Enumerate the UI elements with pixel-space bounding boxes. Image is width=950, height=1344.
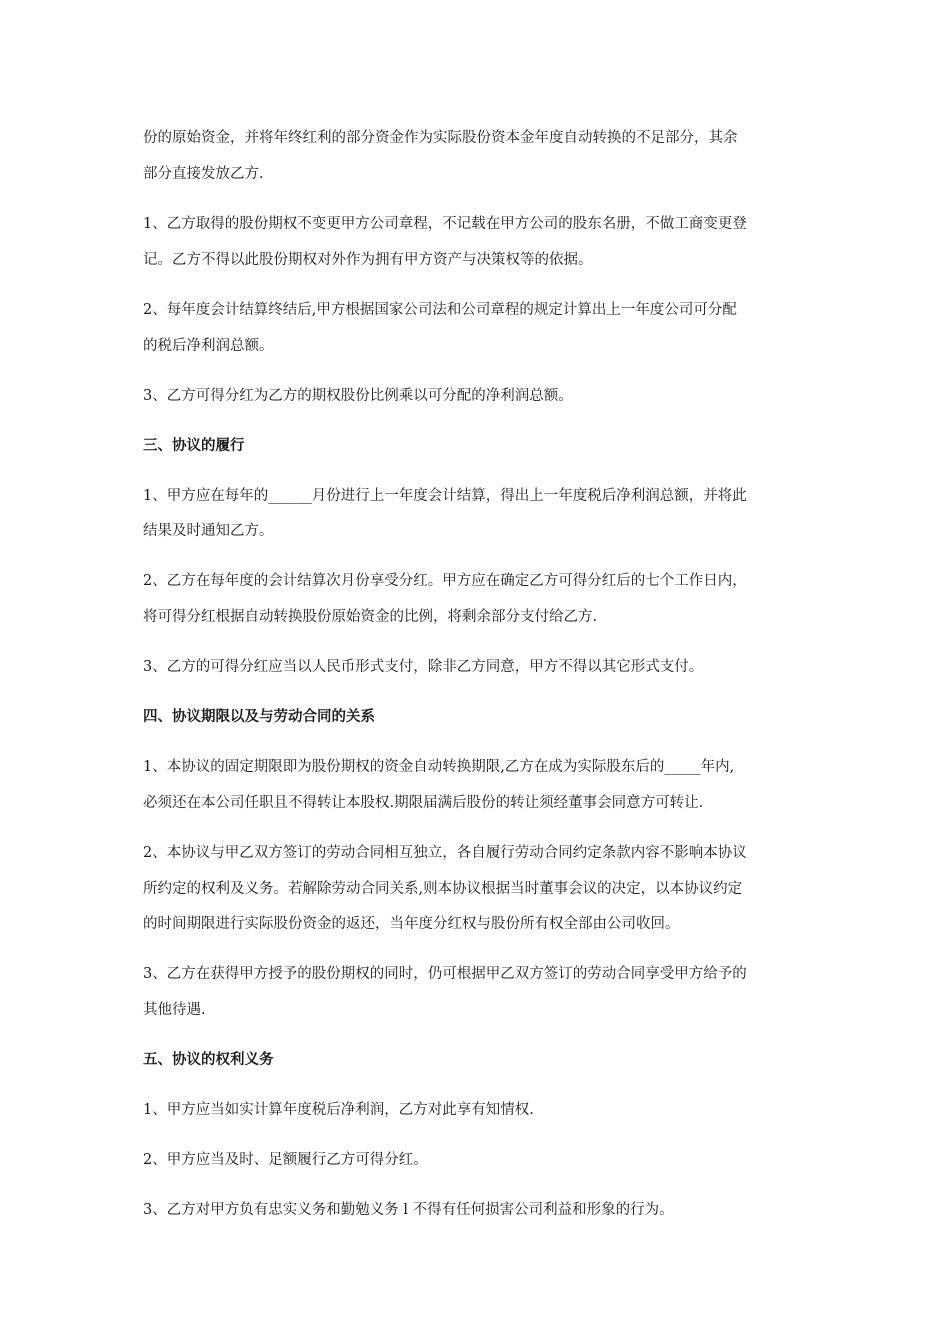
paragraph-line: 将可得分红根据自动转换股份原始资金的比例，将剩余部分支付给乙方.: [143, 609, 598, 625]
paragraph-line: 3、乙方对甲方负有忠实义务和勤勉义务 l 不得有任何损害公司利益和形象的行为。: [143, 1202, 674, 1218]
paragraph-line: 1、甲方应当如实计算年度税后净利润，乙方对此享有知情权.: [143, 1102, 534, 1118]
paragraph-line: 部分直接发放乙方.: [143, 166, 264, 182]
paragraph-line: 1、本协议的固定期限即为股份期权的资金自动转换期限,乙方在成为实际股东后的_____年内,: [143, 759, 735, 775]
paragraph-line: 1、乙方取得的股份期权不变更甲方公司章程，不记载在甲方公司的股东名册，不做工商变更登: [143, 216, 747, 232]
paragraph-line: 2、本协议与甲乙双方签订的劳动合同相互独立，各自履行劳动合同约定条款内容不影响本协议: [143, 845, 747, 861]
paragraph-line: 其他待遇.: [143, 1002, 206, 1018]
section-heading: 三、协议的履行: [143, 438, 245, 454]
paragraph-line: 2、甲方应当及时、足额履行乙方可得分红。: [143, 1152, 428, 1168]
paragraph-line: 3、乙方在获得甲方授予的股份期权的同时，仍可根据甲乙双方签订的劳动合同享受甲方给予的: [143, 966, 747, 982]
paragraph-line: 的时间期限进行实际股份资金的返还，当年度分红权与股份所有权全部由公司收回。: [143, 916, 680, 932]
paragraph-line: 结果及时通知乙方。: [143, 523, 274, 539]
paragraph-line: 1、甲方应在每年的______月份进行上一年度会计结算，得出上一年度税后净利润总额，并将此: [143, 488, 747, 504]
paragraph-line: 3、乙方的可得分红应当以人民币形式支付，除非乙方同意，甲方不得以其它形式支付。: [143, 659, 704, 675]
paragraph-line: 份的原始资金，并将年终红利的部分资金作为实际股份资本金年度自动转换的不足部分，其余: [143, 130, 738, 146]
section-heading: 五、协议的权利义务: [143, 1052, 274, 1068]
paragraph-line: 2、乙方在每年度的会计结算次月份享受分红。甲方应在确定乙方可得分红后的七个工作日内，: [143, 573, 747, 589]
paragraph-line: 记。乙方不得以此股份期权对外作为拥有甲方资产与决策权等的依据。: [143, 252, 593, 268]
paragraph-line: 2、每年度会计结算终结后,甲方根据国家公司法和公司章程的规定计算出上一年度公司可分配: [143, 302, 737, 318]
paragraph-line: 所约定的权利及义务。若解除劳动合同关系,则本协议根据当时董事会议的决定，以本协议约定: [143, 881, 743, 897]
paragraph-line: 必须还在本公司任职且不得转让本股权.期限届满后股份的转让须经董事会同意方可转让.: [143, 795, 704, 811]
section-heading: 四、协议期限以及与劳动合同的关系: [143, 709, 375, 725]
paragraph-line: 3、乙方可得分红为乙方的期权股份比例乘以可分配的净利润总额。: [143, 388, 573, 404]
paragraph-line: 的税后净利润总额。: [143, 338, 274, 354]
